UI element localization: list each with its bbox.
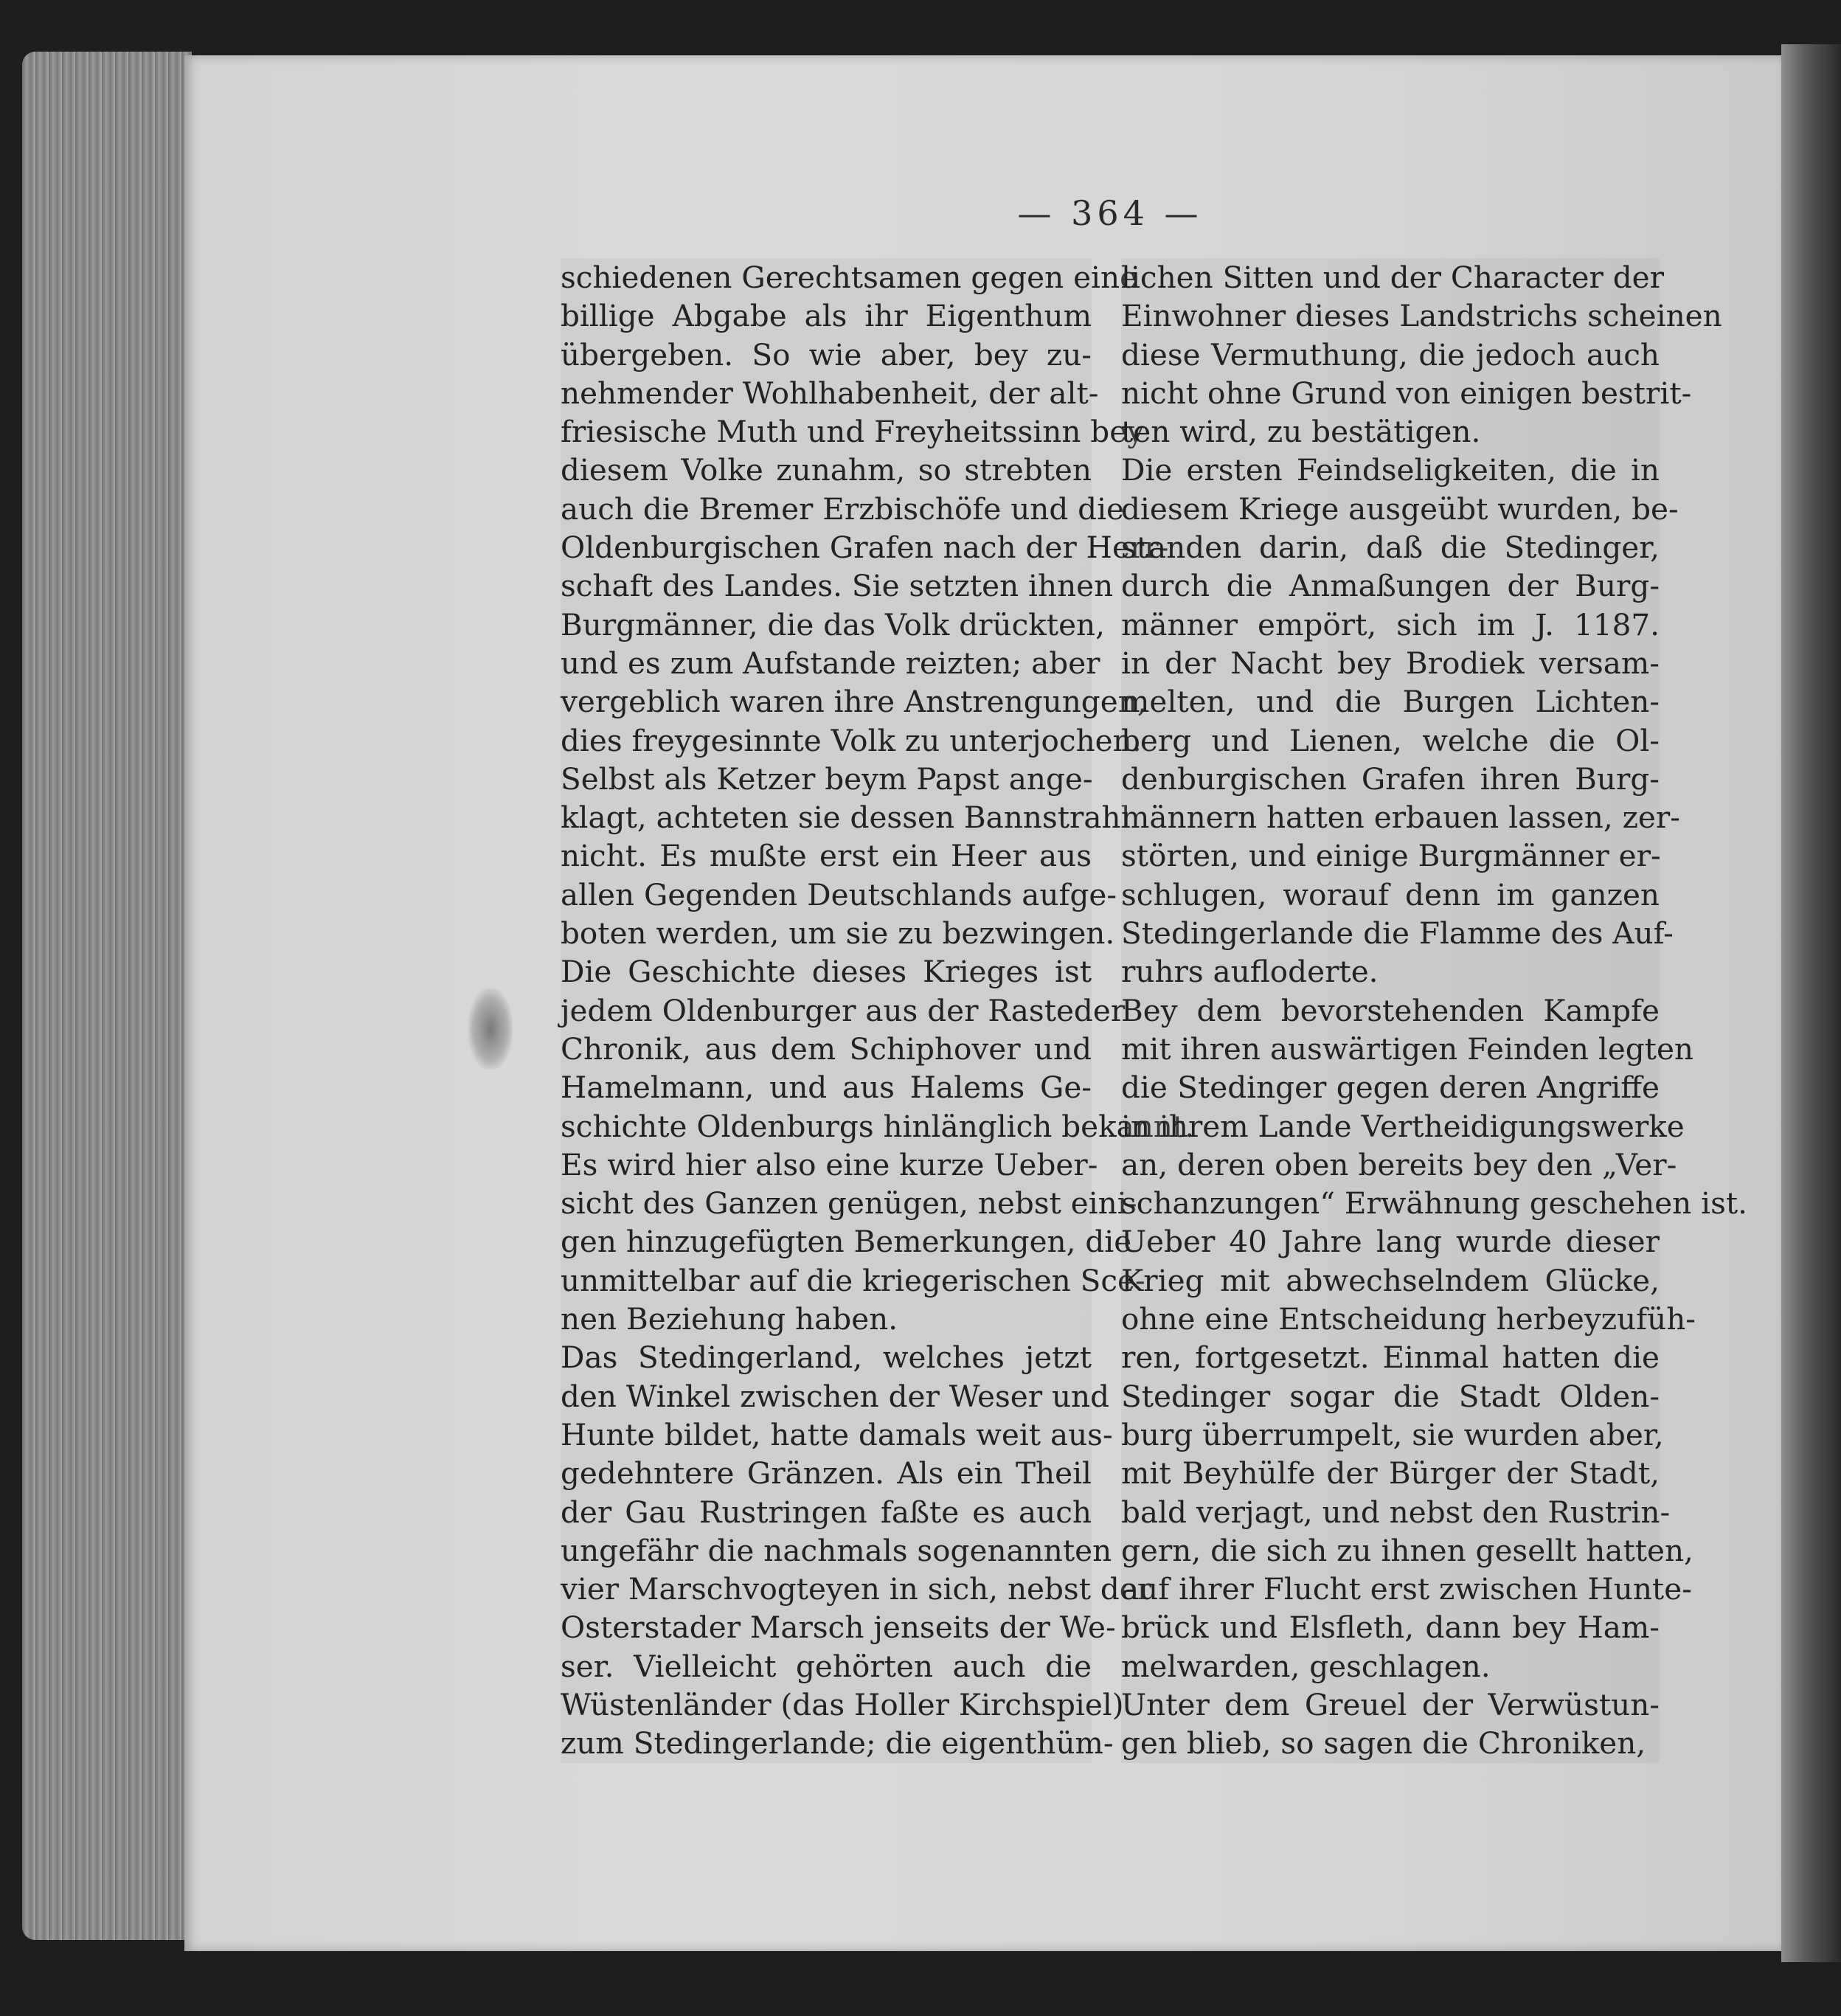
- text-line: und es zum Aufstande reizten; aber: [561, 645, 1100, 681]
- text-line: schlugen, worauf denn im ganzen: [1121, 876, 1660, 912]
- text-column-right: [1121, 258, 1748, 1763]
- text-line: Hunte bildet, hatte damals weit aus-: [561, 1416, 1113, 1452]
- text-line: schanzungen“ Erwähnung geschehen ist.: [1121, 1185, 1748, 1222]
- text-line: mit Beyhülfe der Bürger der Stadt,: [1121, 1455, 1660, 1492]
- text-line: Bey dem bevorstehenden Kampfe: [1121, 992, 1660, 1028]
- text-line: standen darin, daß die Stedinger,: [1121, 530, 1660, 566]
- text-line: Die ersten Feindseligkeiten, die in: [1121, 452, 1660, 488]
- text-line: Chronik, aus dem Schiphover und: [561, 1030, 1092, 1067]
- text-line: bald verjagt, und nebst den Rustrin-: [1121, 1494, 1671, 1530]
- text-line: melwarden, geschlagen.: [1121, 1648, 1491, 1684]
- text-line: boten werden, um sie zu bezwingen.: [561, 915, 1115, 952]
- text-line: unmittelbar auf die kriegerischen Sce-: [561, 1262, 1145, 1298]
- page-number: — 364 —: [1017, 193, 1203, 233]
- text-line: an, deren oben bereits bey den „Ver-: [1121, 1146, 1677, 1182]
- text-line: männern hatten erbauen lassen, zer-: [1121, 800, 1680, 836]
- text-line: Burgmänner, die das Volk drückten,: [561, 606, 1105, 642]
- text-line: auf ihrer Flucht erst zwischen Hunte-: [1121, 1571, 1692, 1607]
- text-line: den Winkel zwischen der Weser und: [561, 1378, 1110, 1414]
- text-line: lichen Sitten und der Character der: [1121, 260, 1665, 295]
- text-line: nicht ohne Grund von einigen bestrit-: [1121, 375, 1692, 411]
- text-line: nen Beziehung haben.: [561, 1301, 898, 1337]
- text-line: diesem Kriege ausgeübt wurden, be-: [1121, 491, 1679, 527]
- text-line: Stedinger sogar die Stadt Olden-: [1121, 1378, 1660, 1414]
- text-line: ser. Vielleicht gehörten auch die: [561, 1648, 1092, 1684]
- text-column-left: [561, 258, 1195, 1763]
- text-line: dies freygesinnte Volk zu unterjochen.: [561, 722, 1142, 758]
- text-line: störten, und einige Burgmänner er-: [1121, 838, 1661, 874]
- text-line: Ueber 40 Jahre lang wurde dieser: [1121, 1224, 1660, 1260]
- text-line: übergeben. So wie aber, bey zu-: [561, 336, 1092, 373]
- text-line: Oldenburgischen Grafen nach der Herr-: [561, 530, 1169, 566]
- text-line: zum Stedingerlande; die eigenthüm-: [561, 1725, 1114, 1762]
- stacked-page-edges: [22, 52, 192, 1940]
- text-line: Osterstader Marsch jenseits der We-: [561, 1610, 1116, 1646]
- text-line: denburgischen Grafen ihren Burg-: [1121, 761, 1660, 797]
- text-line: schaft des Landes. Sie setzten ihnen: [561, 568, 1114, 604]
- text-line: vergeblich waren ihre Anstrengungen,: [561, 684, 1147, 720]
- text-line: diese Vermuthung, die jedoch auch: [1121, 336, 1660, 373]
- text-line: klagt, achteten sie dessen Bannstrahl: [561, 800, 1131, 836]
- text-line: Es wird hier also eine kurze Ueber-: [561, 1146, 1098, 1182]
- text-line: burg überrumpelt, sie wurden aber,: [1121, 1416, 1664, 1452]
- text-line: Selbst als Ketzer beym Papst ange-: [561, 761, 1093, 797]
- text-line: gen hinzugefügten Bemerkungen, die: [561, 1224, 1132, 1260]
- text-line: Wüstenländer (das Holler Kirchspiel): [561, 1686, 1124, 1722]
- text-line: Stedingerlande die Flamme des Auf-: [1121, 915, 1674, 952]
- text-line: jedem Oldenburger aus der Rasteder: [561, 992, 1126, 1028]
- text-line: brück und Elsfleth, dann bey Ham-: [1121, 1610, 1660, 1646]
- book-gutter: [1781, 44, 1841, 1962]
- text-line: nehmender Wohlhabenheit, der alt-: [561, 375, 1099, 411]
- ink-stain: [468, 988, 513, 1070]
- text-line: vier Marschvogteyen in sich, nebst der: [561, 1571, 1152, 1607]
- text-line: in ihrem Lande Vertheidigungswerke: [1121, 1108, 1685, 1144]
- text-line: ohne eine Entscheidung herbeyzufüh-: [1121, 1301, 1696, 1337]
- text-line: Krieg mit abwechselndem Glücke,: [1121, 1262, 1660, 1298]
- text-line: ungefähr die nachmals sogenannten: [561, 1532, 1112, 1568]
- text-line: friesische Muth und Freyheitssinn bey: [561, 414, 1145, 450]
- text-line: der Gau Rustringen faßte es auch: [561, 1494, 1092, 1530]
- text-line: berg und Lienen, welche die Ol-: [1121, 722, 1660, 758]
- text-line: ren, fortgesetzt. Einmal hatten die: [1121, 1340, 1660, 1376]
- text-line: Einwohner dieses Landstrichs scheinen: [1121, 298, 1722, 334]
- text-line: Hamelmann, und aus Halems Ge-: [561, 1070, 1092, 1106]
- text-line: Unter dem Greuel der Verwüstun-: [1121, 1686, 1660, 1722]
- text-line: diesem Volke zunahm, so strebten: [561, 452, 1092, 488]
- text-line: männer empört, sich im J. 1187.: [1121, 606, 1660, 642]
- text-line: gen blieb, so sagen die Chroniken,: [1121, 1725, 1646, 1762]
- text-line: gern, die sich zu ihnen gesellt hatten,: [1121, 1532, 1693, 1568]
- text-line: billige Abgabe als ihr Eigenthum: [561, 298, 1092, 334]
- text-line: allen Gegenden Deutschlands aufge-: [561, 876, 1117, 912]
- text-line: melten, und die Burgen Lichten-: [1121, 684, 1660, 720]
- text-line: die Stedinger gegen deren Angriffe: [1121, 1070, 1660, 1106]
- text-line: schiedenen Gerechtsamen gegen eine: [561, 260, 1138, 295]
- text-line: nicht. Es mußte erst ein Heer aus: [561, 838, 1092, 874]
- text-line: durch die Anmaßungen der Burg-: [1121, 568, 1660, 604]
- text-line: gedehntere Gränzen. Als ein Theil: [561, 1455, 1092, 1492]
- text-line: ten wird, zu bestätigen.: [1121, 414, 1481, 450]
- text-line: in der Nacht bey Brodiek versam-: [1121, 645, 1660, 681]
- text-line: auch die Bremer Erzbischöfe und die: [561, 491, 1125, 527]
- text-line: ruhrs aufloderte.: [1121, 954, 1379, 990]
- text-line: sicht des Ganzen genügen, nebst eini-: [561, 1185, 1137, 1222]
- text-line: mit ihren auswärtigen Feinden legten: [1121, 1030, 1694, 1067]
- text-line: Die Geschichte dieses Krieges ist: [561, 954, 1092, 990]
- text-line: schichte Oldenburgs hinlänglich bekannt.: [561, 1108, 1195, 1144]
- text-line: Das Stedingerland, welches jetzt: [561, 1340, 1092, 1376]
